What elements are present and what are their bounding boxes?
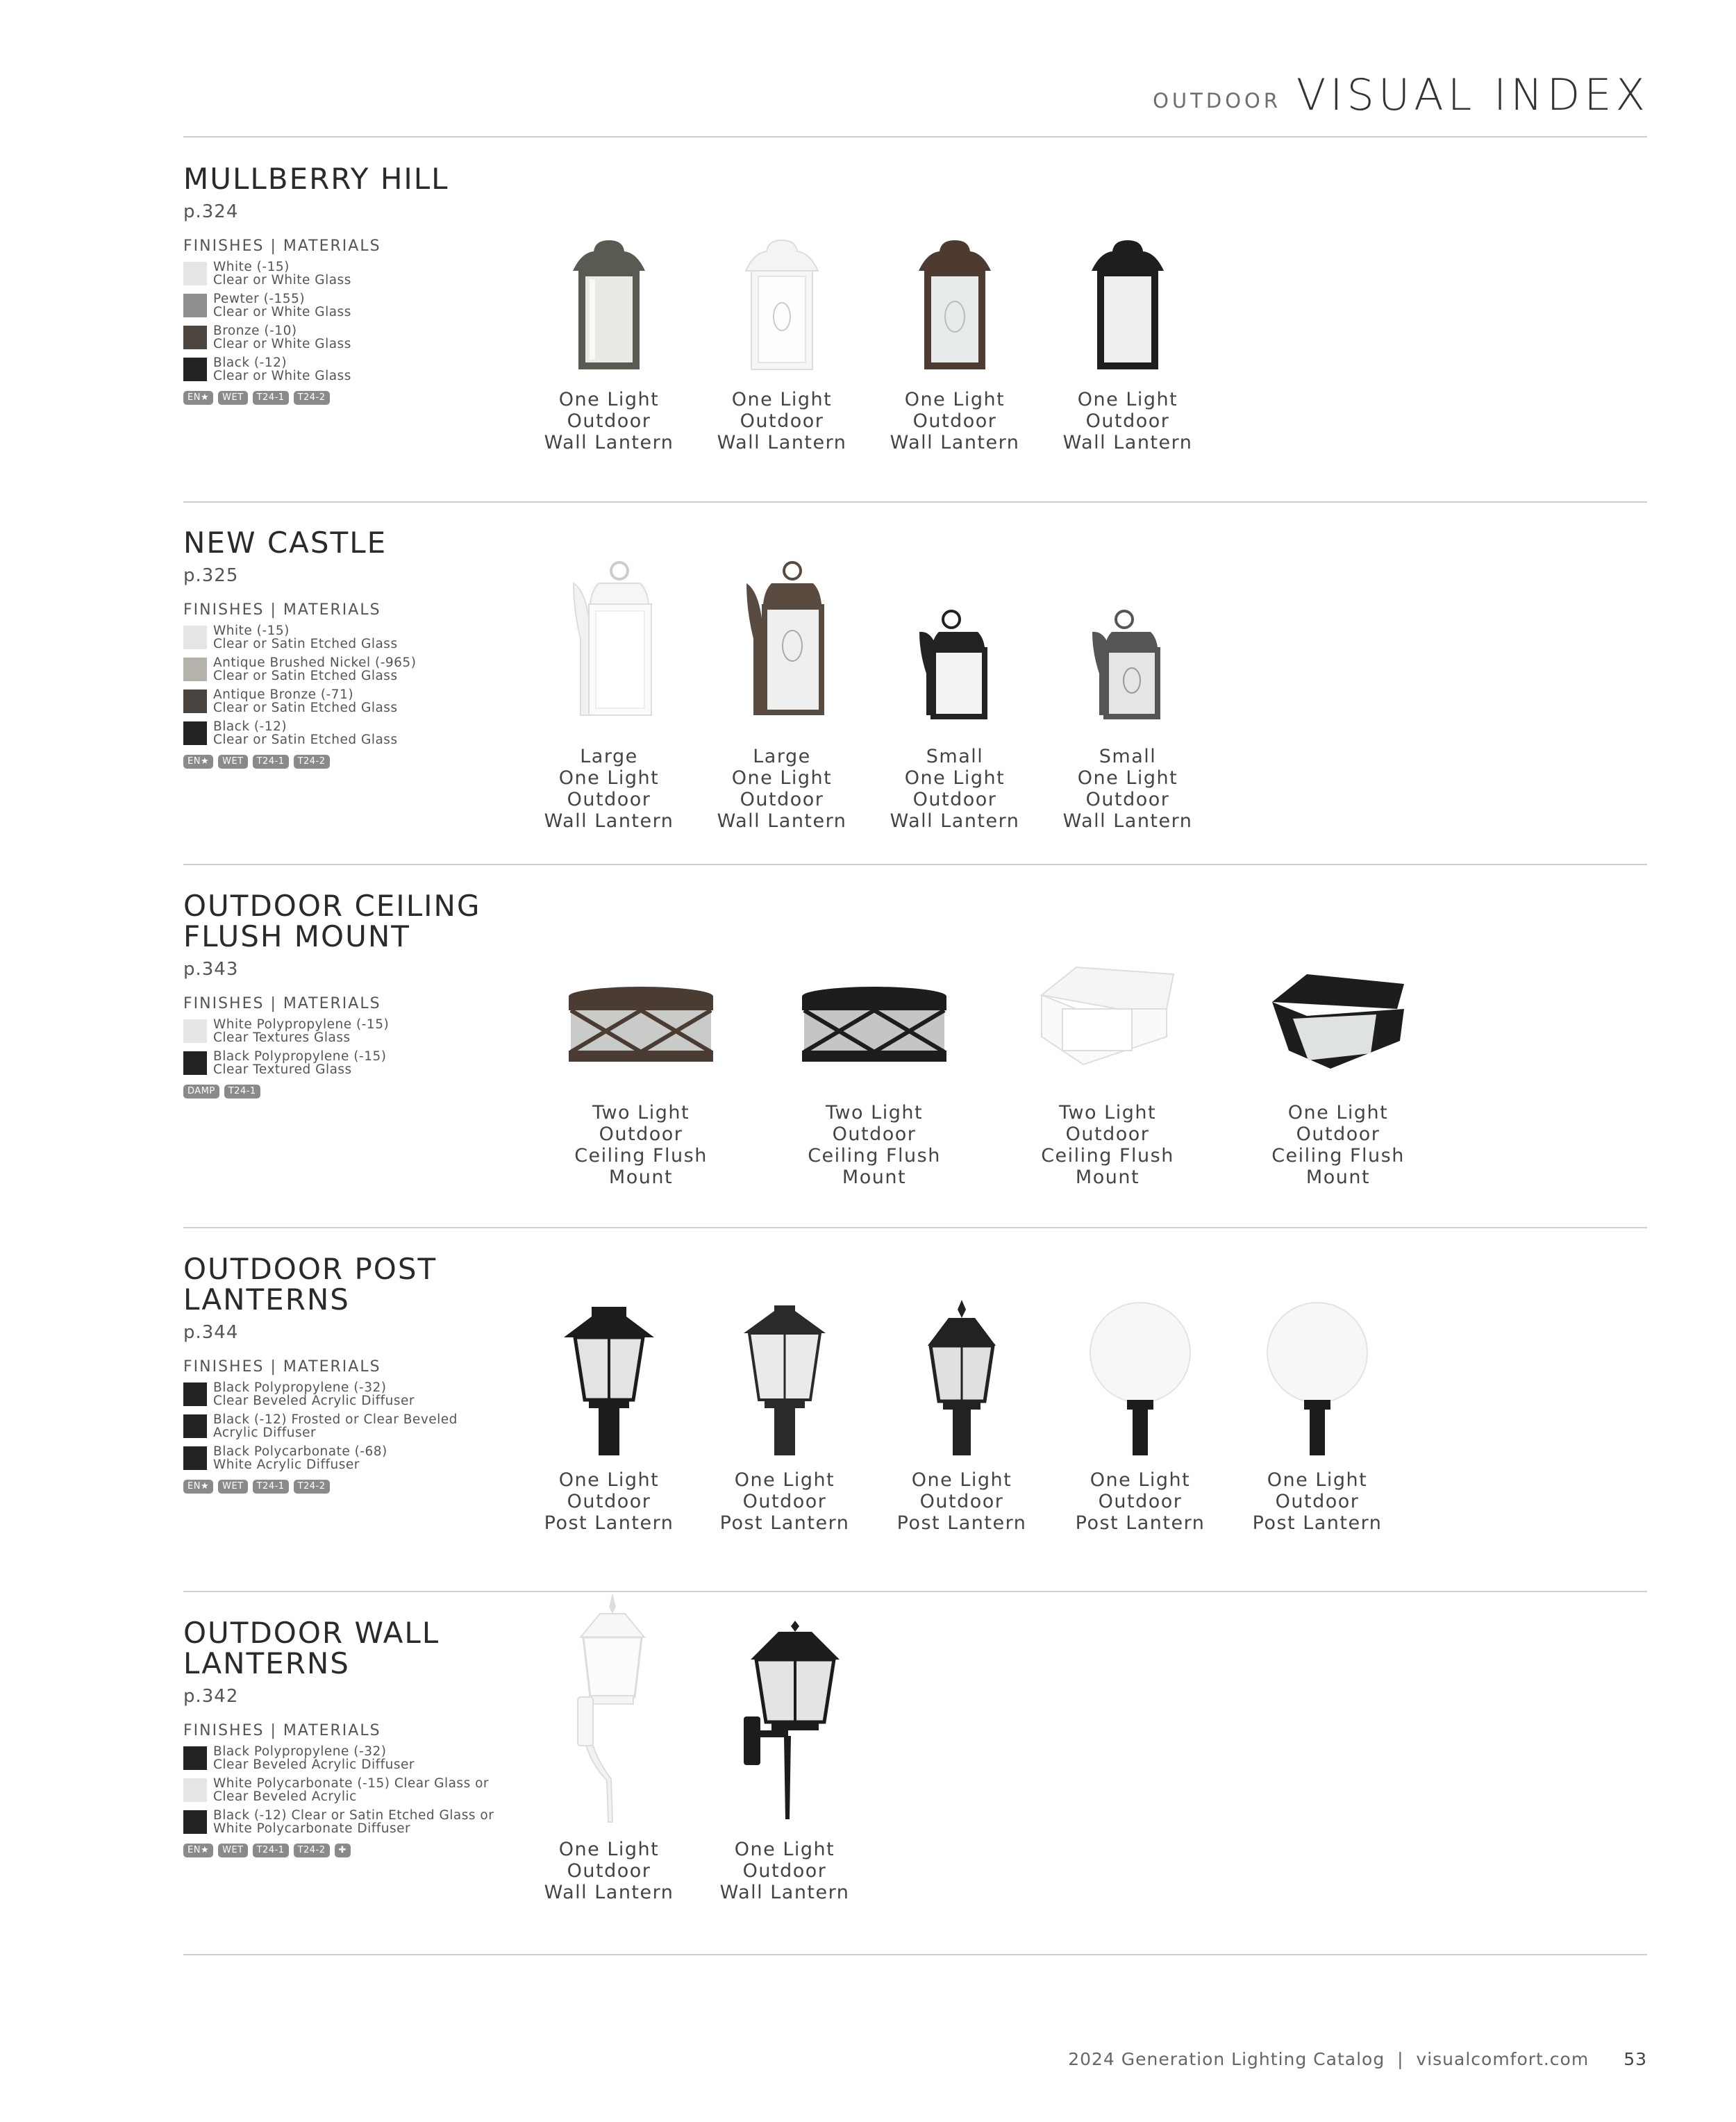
finish-swatch (183, 1810, 207, 1834)
wet-badge: WET (218, 391, 248, 405)
product-caption: Large One Light Outdoor Wall Lantern (544, 746, 674, 832)
finish-item: White (-15) Clear or White Glass (183, 260, 531, 287)
flush-mount-bronze-icon (561, 960, 721, 1092)
damp-badge: DAMP (183, 1085, 219, 1098)
product-caption: One Light Outdoor Post Lantern (719, 1469, 850, 1534)
finish-swatch (183, 1778, 207, 1802)
section-page-ref: p.344 (183, 1322, 239, 1343)
header-divider (183, 136, 1647, 137)
finish-item: Black (-12) Clear or White Glass (183, 356, 531, 383)
product-card[interactable] (702, 555, 862, 832)
finish-item: White (-15) Clear or Satin Etched Glass (183, 624, 531, 651)
small-wall-lantern-nickel-icon (1069, 555, 1187, 736)
header-section-label: OUTDOOR (1153, 89, 1281, 112)
section-info (183, 1254, 531, 1494)
section-post-lanterns (0, 1254, 1736, 1615)
energy-star-badge: EN★ (183, 755, 213, 769)
section-divider (183, 864, 1647, 865)
section-ceiling-flush-mount (0, 891, 1736, 1252)
section-page-ref: p.342 (183, 1686, 239, 1707)
product-card[interactable] (1060, 1300, 1220, 1534)
square-flush-mount-white-icon (1028, 960, 1187, 1092)
section-info (183, 528, 531, 769)
t24-1-badge: T24-1 (253, 755, 289, 769)
plus-icon: ✚ (335, 1844, 351, 1857)
rating-badges (183, 391, 531, 405)
wet-badge: WET (218, 1844, 248, 1857)
product-card[interactable] (1048, 233, 1208, 453)
finish-item: Black Polypropylene (-32) Clear Beveled Acrylic Diffuser (183, 1381, 531, 1407)
page-title: VISUAL INDEX (1296, 69, 1649, 120)
section-page-ref: p.325 (183, 565, 239, 586)
wall-lantern-black-icon (1072, 233, 1183, 379)
product-caption: One Light Outdoor Post Lantern (1252, 1469, 1383, 1534)
finish-swatch (183, 626, 207, 649)
t24-1-badge: T24-1 (253, 391, 289, 405)
product-caption: One Light Outdoor Post Lantern (544, 1469, 674, 1534)
section-title: OUTDOOR POST LANTERNS (183, 1252, 437, 1317)
section-title: OUTDOOR CEILING FLUSH MOUNT (183, 889, 481, 953)
product-card[interactable] (702, 233, 862, 453)
rating-badges (183, 1480, 531, 1494)
finish-swatch (183, 1746, 207, 1770)
section-info (183, 1618, 531, 1857)
product-caption: One Light Outdoor Wall Lantern (719, 1839, 850, 1903)
wet-badge: WET (218, 755, 248, 769)
finish-swatch (183, 1382, 207, 1406)
product-card[interactable] (529, 1300, 689, 1534)
finish-item: Antique Bronze (-71) Clear or Satin Etched Glass (183, 688, 531, 715)
section-divider (183, 1227, 1647, 1228)
product-card[interactable] (705, 1300, 865, 1534)
post-lantern-frosted-icon (726, 1300, 844, 1460)
finish-swatch (183, 658, 207, 681)
section-title: NEW CASTLE (183, 526, 387, 560)
finish-item: White Polypropylene (-15) Clear Textures Glass (183, 1018, 531, 1044)
wall-lantern-white-icon (726, 233, 837, 379)
section-info (183, 164, 531, 405)
finishes-label: FINISHES | MATERIALS (183, 1358, 381, 1376)
product-caption: Two Light Outdoor Ceiling Flush Mount (1041, 1102, 1174, 1188)
wall-lantern-bronze-icon (899, 233, 1010, 379)
finish-swatch (183, 1051, 207, 1075)
t24-2-badge: T24-2 (294, 755, 330, 769)
catalog-credit: 2024 Generation Lighting Catalog | visualcomfort.com (1068, 2049, 1589, 2069)
rating-badges (183, 1844, 531, 1857)
product-card[interactable] (529, 233, 689, 453)
energy-star-badge: EN★ (183, 1844, 213, 1857)
finish-item: Antique Brushed Nickel (-965) Clear or Satin Etched Glass (183, 656, 531, 683)
finish-item: Pewter (-155) Clear or White Glass (183, 292, 531, 319)
finish-item: Black Polycarbonate (-68) White Acrylic Diffuser (183, 1445, 531, 1471)
product-caption: Two Light Outdoor Ceiling Flush Mount (574, 1102, 708, 1188)
product-card[interactable] (529, 1593, 689, 1903)
product-caption: One Light Outdoor Wall Lantern (544, 389, 674, 453)
t24-1-badge: T24-1 (224, 1085, 260, 1098)
post-lantern-clear-icon (550, 1300, 668, 1460)
globe-post-lantern-icon (1258, 1300, 1376, 1460)
finishes-label: FINISHES | MATERIALS (183, 995, 381, 1012)
product-card[interactable] (794, 960, 954, 1188)
page-footer (1068, 2049, 1647, 2069)
t24-1-badge: T24-1 (253, 1480, 289, 1494)
t24-2-badge: T24-2 (294, 391, 330, 405)
finish-item: Black Polypropylene (-15) Clear Textured Glass (183, 1050, 531, 1076)
product-caption: One Light Outdoor Wall Lantern (717, 389, 847, 453)
t24-1-badge: T24-1 (253, 1844, 289, 1857)
section-page-ref: p.324 (183, 201, 239, 222)
product-caption: One Light Outdoor Wall Lantern (544, 1839, 674, 1903)
product-caption: One Light Outdoor Ceiling Flush Mount (1271, 1102, 1405, 1188)
section-divider (183, 1954, 1647, 1955)
product-caption: One Light Outdoor Wall Lantern (1062, 389, 1193, 453)
wall-lantern-pewter-icon (553, 233, 665, 379)
finish-swatch (183, 1446, 207, 1470)
finish-swatch (183, 690, 207, 713)
section-new-castle (0, 528, 1736, 889)
rating-badges (183, 755, 531, 769)
finish-item: Bronze (-10) Clear or White Glass (183, 324, 531, 351)
product-card[interactable] (561, 960, 721, 1188)
finish-item: White Polycarbonate (-15) Clear Glass or Clear Beveled Acrylic (183, 1777, 531, 1803)
product-card[interactable] (875, 555, 1035, 832)
t24-2-badge: T24-2 (294, 1480, 330, 1494)
finish-swatch (183, 721, 207, 745)
energy-star-badge: EN★ (183, 1480, 213, 1494)
finish-item: Black (-12) Frosted or Clear Beveled Acrylic Diffuser (183, 1413, 531, 1439)
flush-mount-black-icon (794, 960, 954, 1092)
section-mullberry-hill (0, 164, 1736, 525)
wet-badge: WET (218, 1480, 248, 1494)
finish-item: Black (-12) Clear or Satin Etched Glass or White Polycarbonate Diffuser (183, 1809, 531, 1835)
section-wall-lanterns (0, 1618, 1736, 1979)
finishes-label: FINISHES | MATERIALS (183, 1722, 381, 1739)
product-caption: Small One Light Outdoor Wall Lantern (890, 746, 1020, 832)
product-caption: One Light Outdoor Post Lantern (1075, 1469, 1205, 1534)
finish-swatch (183, 1019, 207, 1043)
product-caption: Small One Light Outdoor Wall Lantern (1062, 746, 1193, 832)
product-caption: One Light Outdoor Wall Lantern (890, 389, 1020, 453)
finish-swatch (183, 358, 207, 381)
large-wall-lantern-white-icon (550, 555, 668, 736)
product-card[interactable] (1028, 960, 1187, 1188)
section-title: OUTDOOR WALL LANTERNS (183, 1616, 440, 1680)
section-divider (183, 501, 1647, 503)
large-wall-lantern-bronze-icon (723, 555, 841, 736)
finish-swatch (183, 326, 207, 349)
product-card[interactable] (705, 1593, 865, 1903)
product-card[interactable] (1048, 555, 1208, 832)
small-wall-lantern-black-icon (896, 555, 1014, 736)
product-caption: One Light Outdoor Post Lantern (896, 1469, 1027, 1534)
product-caption: Large One Light Outdoor Wall Lantern (717, 746, 847, 832)
wall-lantern-arm-black-icon (726, 1593, 844, 1829)
section-page-ref: p.343 (183, 959, 239, 980)
finish-swatch (183, 294, 207, 317)
product-card[interactable] (875, 233, 1035, 453)
finish-swatch (183, 262, 207, 285)
globe-post-lantern-icon (1081, 1300, 1199, 1460)
section-title: MULLBERRY HILL (183, 162, 449, 196)
product-caption: Two Light Outdoor Ceiling Flush Mount (808, 1102, 941, 1188)
post-lantern-finial-icon (903, 1300, 1021, 1460)
product-card[interactable] (1258, 960, 1418, 1188)
section-info (183, 891, 531, 1098)
t24-2-badge: T24-2 (294, 1844, 330, 1857)
section-divider (183, 1591, 1647, 1592)
rating-badges (183, 1085, 531, 1098)
finishes-label: FINISHES | MATERIALS (183, 601, 381, 619)
square-flush-mount-black-icon (1258, 960, 1418, 1092)
finish-item: Black Polypropylene (-32) Clear Beveled Acrylic Diffuser (183, 1745, 531, 1771)
product-card[interactable] (882, 1300, 1042, 1534)
energy-star-badge: EN★ (183, 391, 213, 405)
finish-swatch (183, 1414, 207, 1438)
page-number: 53 (1624, 2049, 1647, 2069)
wall-lantern-arm-white-icon (550, 1593, 668, 1829)
product-card[interactable] (1237, 1300, 1397, 1534)
finish-item: Black (-12) Clear or Satin Etched Glass (183, 720, 531, 746)
product-card[interactable] (529, 555, 689, 832)
finishes-label: FINISHES | MATERIALS (183, 237, 381, 255)
